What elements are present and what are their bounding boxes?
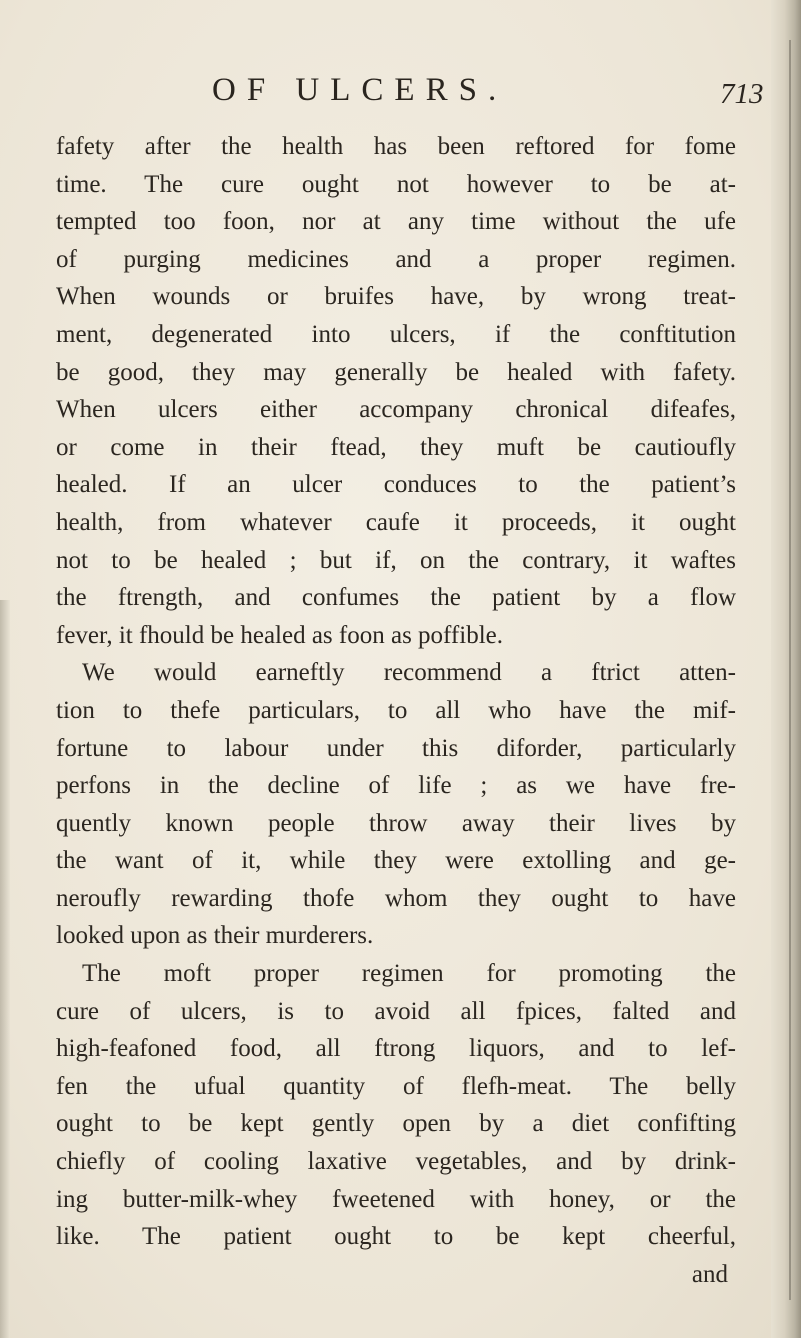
text-line: perfons in the decline of life ; as we have fre- xyxy=(56,772,736,800)
text-line: ought to be kept gently open by a diet confifting xyxy=(56,1110,736,1138)
text-line: the ftrength, and confumes the patient by a flow xyxy=(56,584,736,612)
paragraph-start: The moft proper regimen for promoting the xyxy=(82,960,736,988)
text-line: tempted too foon, nor at any time without the ufe xyxy=(56,208,736,236)
text-line: fafety after the health has been reftored for fome xyxy=(56,133,736,160)
text-line: health, from whatever caufe it proceeds, it ought xyxy=(56,508,736,536)
text-line: When ulcers either accompany chronical difeafes, xyxy=(56,396,736,424)
text-line: healed. If an ulcer conduces to the patient’s xyxy=(56,471,736,499)
page-edge-line xyxy=(789,40,791,1300)
paragraph-start: We would earneftly recommend a ftrict atten- xyxy=(82,659,736,687)
text-line: be good, they may generally be healed with fafety. xyxy=(56,358,736,386)
page-header xyxy=(212,72,772,112)
body-text xyxy=(56,128,736,1293)
text-line: neroufly rewarding thofe whom they ought to have xyxy=(56,884,736,912)
text-line: chiefly of cooling laxative vegetables, and by drink- xyxy=(56,1148,736,1176)
text-line: like. The patient ought to be kept cheerful, xyxy=(56,1223,736,1251)
text-line: quently known people throw away their lives by xyxy=(56,809,736,837)
text-line: fever, it fhould be healed as foon as poffible. xyxy=(56,621,503,649)
running-head: OF ULCERS. xyxy=(212,72,508,108)
text-line: time. The cure ought not however to be at- xyxy=(56,170,736,198)
text-line: or come in their ftead, they muft be cautioufly xyxy=(56,433,736,461)
text-line: ing butter-milk-whey fweetened with honey, or the xyxy=(56,1185,736,1213)
text-line: of purging medicines and a proper regimen. xyxy=(56,245,736,273)
text-line: high-feafoned food, all ftrong liquors, and to lef- xyxy=(56,1035,736,1063)
text-line: cure of ulcers, is to avoid all fpices, falted and xyxy=(56,997,736,1025)
text-line: ment, degenerated into ulcers, if the conftitution xyxy=(56,320,736,348)
catchword: and xyxy=(691,1260,728,1288)
page-number: 713 xyxy=(720,78,764,110)
text-line: fen the ufual quantity of flefh-meat. The belly xyxy=(56,1072,736,1100)
text-line: When wounds or bruifes have, by wrong treat- xyxy=(56,283,736,311)
text-line: tion to thefe particulars, to all who have the mif- xyxy=(56,696,736,724)
text-line: fortune to labour under this diforder, particularly xyxy=(56,734,736,762)
text-line: not to be healed ; but if, on the contrary, it waftes xyxy=(56,546,736,574)
binding-gutter xyxy=(771,0,801,1338)
page-shadow-left xyxy=(0,600,10,1338)
text-line: looked upon as their murderers. xyxy=(56,922,374,950)
text-line: the want of it, while they were extolling and ge- xyxy=(56,847,736,875)
